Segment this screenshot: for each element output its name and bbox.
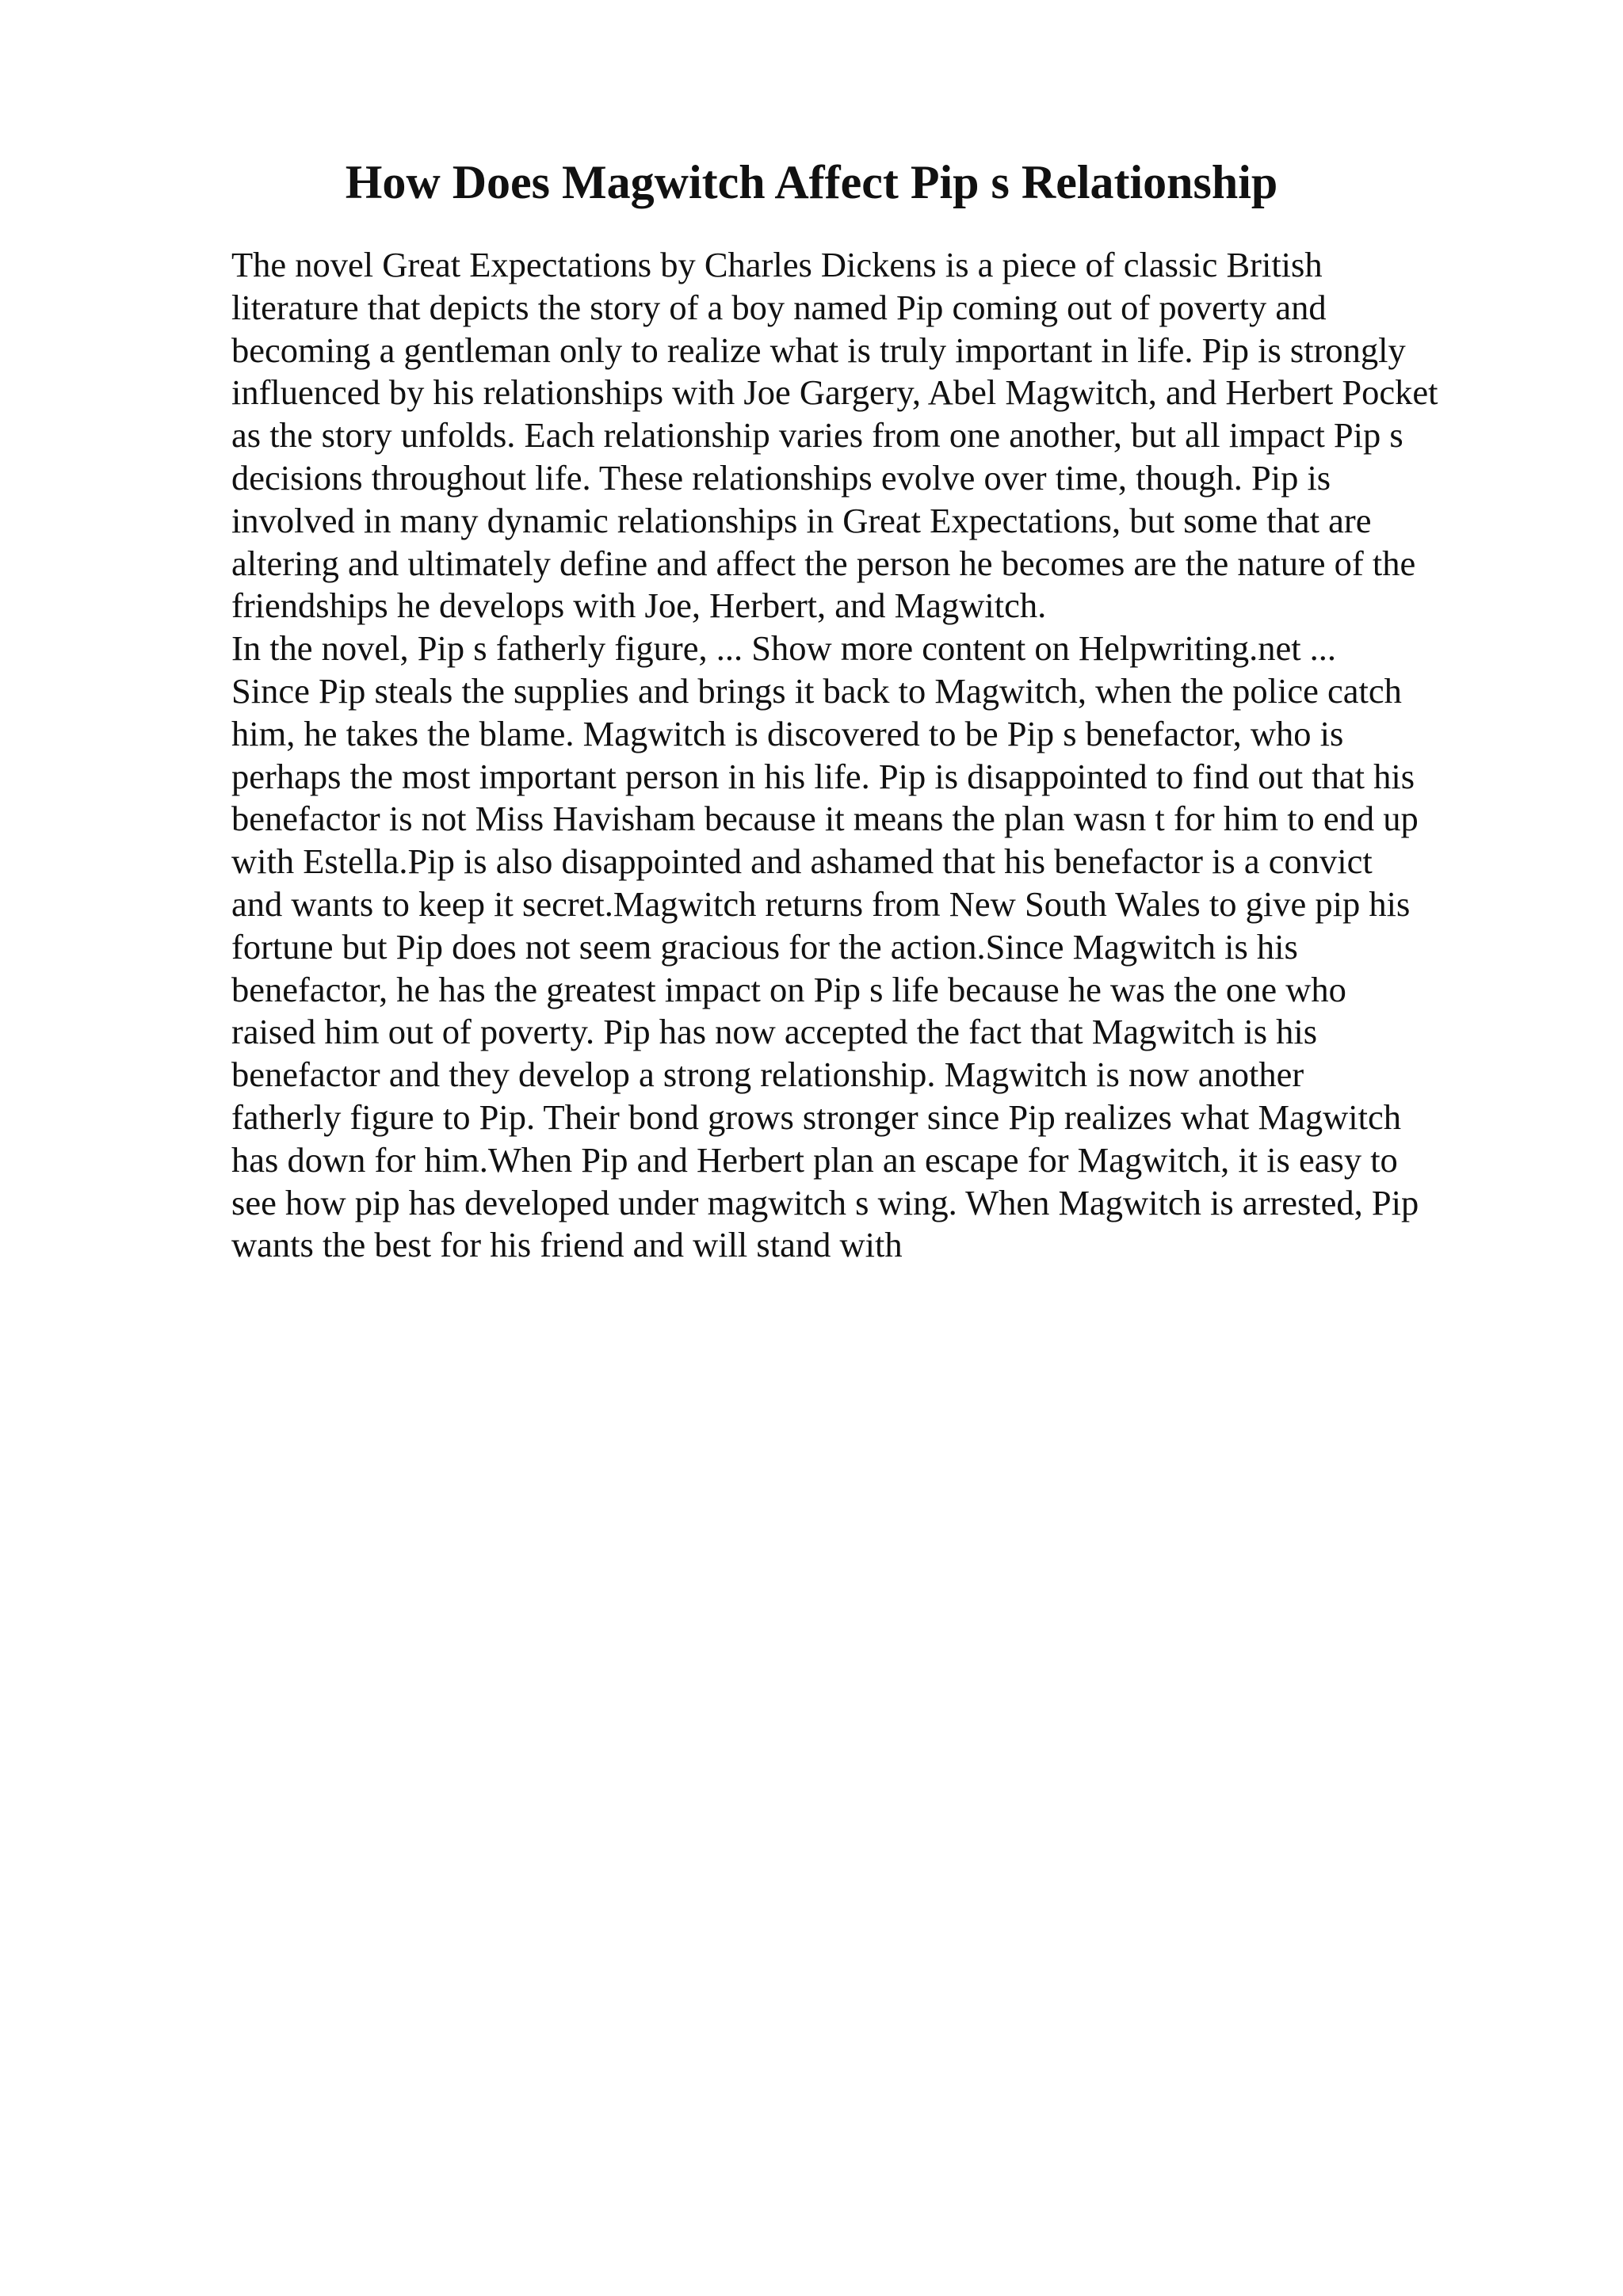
document-title: How Does Magwitch Affect Pip s Relationship [345,156,1278,208]
body-line: In the novel, Pip s fatherly figure, ... Show more content on Helpwriting.net ... [231,628,1337,669]
body-line: decisions throughout life. These relationships evolve over time, though. Pip is [231,457,1331,498]
body-line: The novel Great Expectations by Charles Dickens is a piece of classic British [231,245,1323,284]
body-line: friendships he develops with Joe, Herbert, and Magwitch. [231,585,1047,626]
body-line: becoming a gentleman only to realize what is truly important in life. Pip is strongly [231,330,1406,370]
body-line: has down for him.When Pip and Herbert plan an escape for Magwitch, it is easy to [231,1139,1398,1180]
body-line: with Estella.Pip is also disappointed and ashamed that his benefactor is a convict [231,841,1373,882]
body-line: benefactor, he has the greatest impact on Pip s life because he was the one who [231,969,1346,1009]
body-line: benefactor is not Miss Havisham because it means the plan wasn t for him to end up [231,799,1419,839]
body-line: wants the best for his friend and will stand with [231,1225,903,1265]
body-line: and wants to keep it secret.Magwitch returns from New South Wales to give pip his [231,883,1411,924]
body-line: fatherly figure to Pip. Their bond grows stronger since Pip realizes what Magwitch [231,1097,1401,1137]
body-line: influenced by his relationships with Joe Gargery, Abel Magwitch, and Herbert Pocket [231,372,1438,413]
body-line: involved in many dynamic relationships in Great Expectations, but some that are [231,500,1372,540]
document-body [231,244,1594,1267]
body-line: altering and ultimately define and affect the person he becomes are the nature of the [231,543,1416,583]
body-line: raised him out of poverty. Pip has now accepted the fact that Magwitch is his [231,1012,1318,1052]
body-line: see how pip has developed under magwitch s wing. When Magwitch is arrested, Pip [231,1182,1419,1222]
body-line: fortune but Pip does not seem gracious for the action.Since Magwitch is his [231,926,1298,967]
body-line: as the story unfolds. Each relationship varies from one another, but all impact Pip s [231,415,1403,456]
body-line: literature that depicts the story of a boy named Pip coming out of poverty and [231,287,1327,327]
body-line: perhaps the most important person in his life. Pip is disappointed to find out that his [231,756,1415,796]
body-line: him, he takes the blame. Magwitch is discovered to be Pip s benefactor, who is [231,713,1344,753]
body-line: Since Pip steals the supplies and brings it back to Magwitch, when the police catch [231,670,1402,711]
body-line: benefactor and they develop a strong relationship. Magwitch is now another [231,1055,1304,1095]
